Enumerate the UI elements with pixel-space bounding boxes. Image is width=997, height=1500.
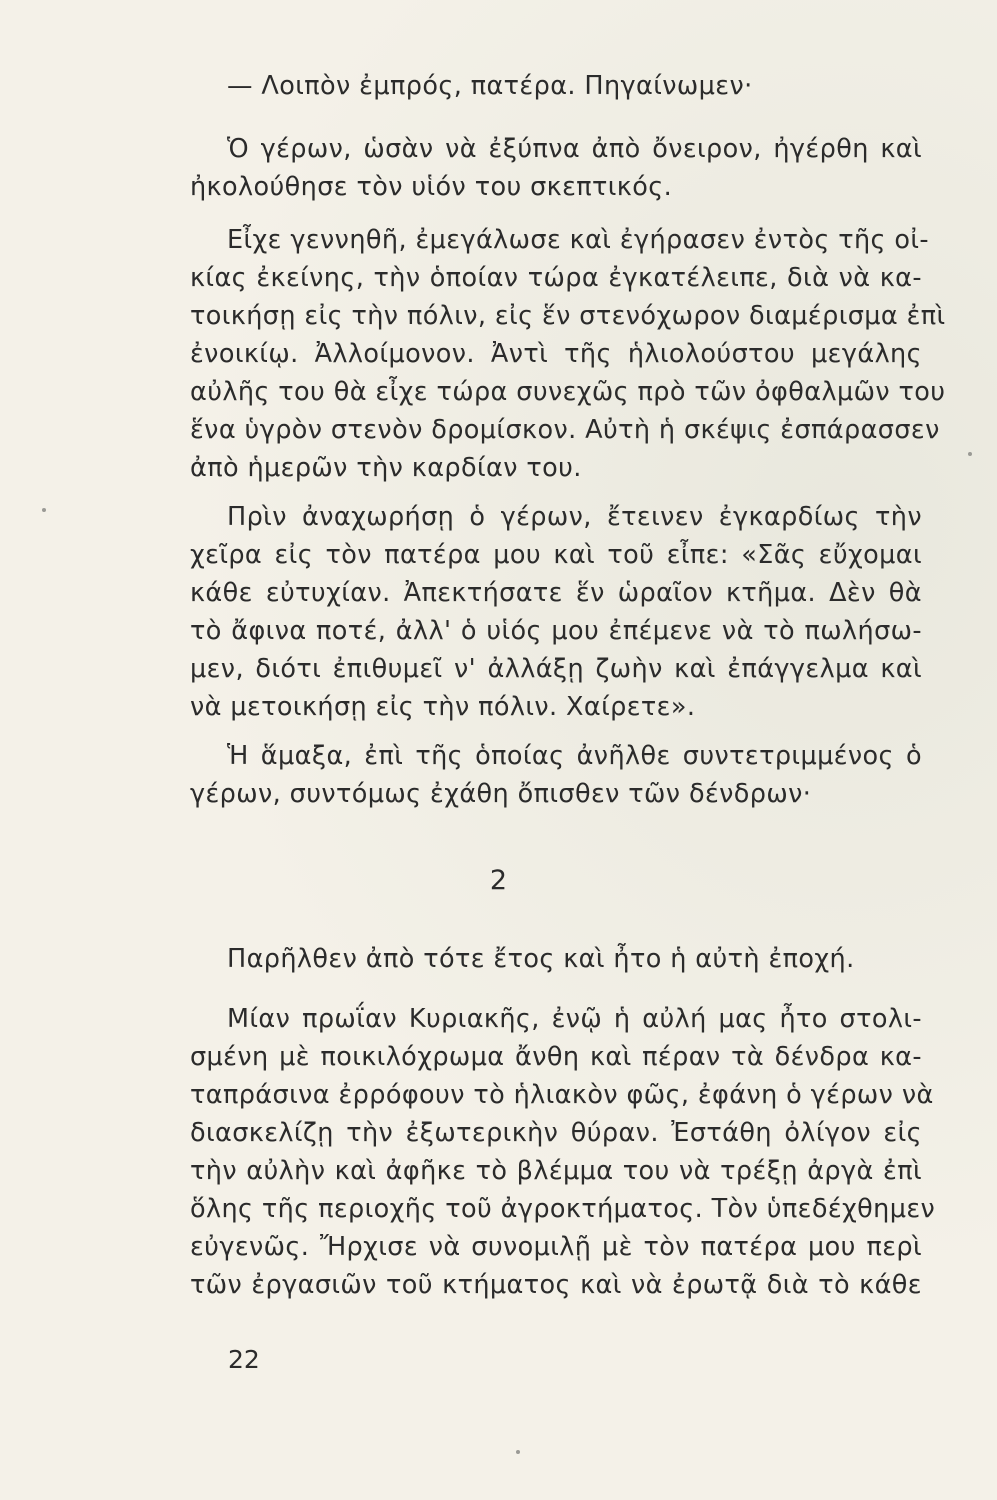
paper-speck bbox=[968, 452, 972, 456]
paragraph-farewell bbox=[190, 498, 922, 726]
paragraph-born-in-house bbox=[190, 221, 946, 487]
text-line: Ὁ γέρων, ὡσὰν νὰ ἐξύπνα ἀπὸ ὄνειρον, ἠγέρθη καὶ bbox=[227, 134, 922, 164]
text-line: ἀπὸ ἡμερῶν τὴν καρδίαν του. bbox=[190, 453, 582, 483]
text-line: Μίαν πρωΐαν Κυριακῆς, ἐνῷ ἡ αὐλή μας ἦτο στολι- bbox=[227, 1004, 922, 1034]
text-line: εὐγενῶς. Ἤρχισε νὰ συνομιλῇ μὲ τὸν πατέρα μου περὶ bbox=[190, 1232, 922, 1262]
page-number: 22 bbox=[228, 1345, 260, 1374]
text-line: τῶν ἐργασιῶν τοῦ κτήματος καὶ νὰ ἐρωτᾷ διὰ τὸ κάθε bbox=[190, 1270, 922, 1300]
text-line: τὴν αὐλὴν καὶ ἀφῆκε τὸ βλέμμα του νὰ τρέξῃ ἀργὰ ἐπὶ bbox=[190, 1156, 922, 1186]
text-line: αὐλῆς του θὰ εἶχε τώρα συνεχῶς πρὸ τῶν ὀφθαλμῶν του bbox=[190, 377, 946, 407]
paragraph-year-passed bbox=[190, 940, 922, 978]
text-line: τοικήσῃ εἰς τὴν πόλιν, εἰς ἕν στενόχωρον διαμέρισμα ἐπὶ bbox=[190, 301, 946, 331]
text-line: ὅλης τῆς περιοχῆς τοῦ ἀγροκτήματος. Τὸν ὑπεδέχθημεν bbox=[190, 1194, 936, 1224]
text-line: ταπράσινα ἐρρόφουν τὸ ἡλιακὸν φῶς, ἐφάνη ὁ γέρων νὰ bbox=[190, 1080, 934, 1110]
text-line: Ἡ ἅμαξα, ἐπὶ τῆς ὁποίας ἀνῆλθε συντετριμμένος ὁ bbox=[227, 741, 922, 771]
text-line: τὸ ἄφινα ποτέ, ἀλλ' ὁ υἱός μου ἐπέμενε νὰ τὸ πωλήσω- bbox=[190, 616, 922, 646]
text-line: διασκελίζῃ τὴν ἐξωτερικὴν θύραν. Ἐστάθη ὀλίγον εἰς bbox=[190, 1118, 922, 1148]
paragraph-carriage bbox=[190, 737, 922, 813]
paragraph-dialogue bbox=[190, 67, 922, 105]
text-line: — Λοιπὸν ἐμπρός, πατέρα. Πηγαίνωμεν· bbox=[227, 71, 753, 101]
text-line: χεῖρα εἰς τὸν πατέρα μου καὶ τοῦ εἶπε: «Σᾶς εὔχομαι bbox=[190, 540, 922, 570]
paper-speck bbox=[516, 1450, 520, 1454]
text-line: σμένη μὲ ποικιλόχρωμα ἄνθη καὶ πέραν τὰ δένδρα κα- bbox=[190, 1042, 922, 1072]
text-line: Εἶχε γεννηθῆ, ἐμεγάλωσε καὶ ἐγήρασεν ἐντὸς τῆς οἰ- bbox=[227, 225, 930, 255]
text-line: κάθε εὐτυχίαν. Ἀπεκτήσατε ἕν ὡραῖον κτῆμα. Δὲν θὰ bbox=[190, 578, 922, 608]
text-line: γέρων, συντόμως ἐχάθη ὄπισθεν τῶν δένδρων· bbox=[190, 779, 812, 809]
text-line: Πρὶν ἀναχωρήσῃ ὁ γέρων, ἔτεινεν ἐγκαρδίως τὴν bbox=[227, 502, 922, 532]
paragraph-old-man-follows bbox=[190, 130, 922, 206]
chapter-number: 2 bbox=[489, 865, 508, 896]
text-line: ἠκολούθησε τὸν υἱόν του σκεπτικός. bbox=[190, 172, 673, 202]
text-line: Παρῆλθεν ἀπὸ τότε ἔτος καὶ ἦτο ἡ αὐτὴ ἐποχή. bbox=[227, 944, 855, 974]
text-line: μεν, διότι ἐπιθυμεῖ ν' ἀλλάξῃ ζωὴν καὶ ἐπάγγελμα καὶ bbox=[190, 654, 922, 684]
text-line: ἕνα ὑγρὸν στενὸν δρομίσκον. Αὐτὴ ἡ σκέψις ἐσπάρασσεν bbox=[190, 415, 940, 445]
text-line: νὰ μετοικήσῃ εἰς τὴν πόλιν. Χαίρετε». bbox=[190, 692, 696, 722]
text-line: κίας ἐκείνης, τὴν ὁποίαν τώρα ἐγκατέλειπε, διὰ νὰ κα- bbox=[190, 263, 922, 293]
paper-speck bbox=[42, 508, 46, 512]
text-line: ἐνοικίῳ. Ἀλλοίμονον. Ἀντὶ τῆς ἡλιολούστου μεγάλης bbox=[190, 339, 922, 369]
paragraph-sunday-morning bbox=[190, 1000, 936, 1304]
